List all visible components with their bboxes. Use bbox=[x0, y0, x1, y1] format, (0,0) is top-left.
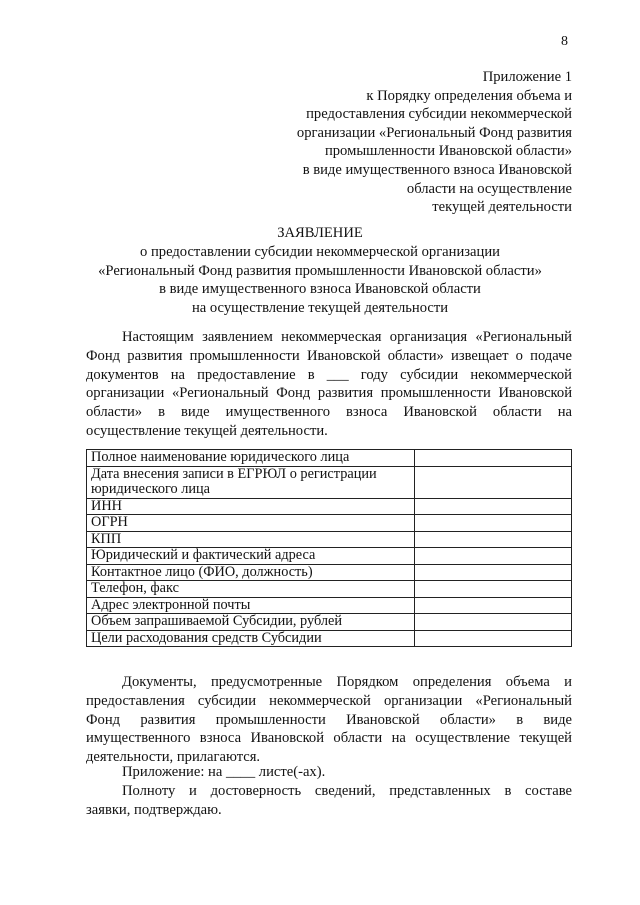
row-label: Дата внесения записи в ЕГРЮЛ о регистрации юридического лица bbox=[87, 466, 415, 498]
confirmation-line: заявки, подтверждаю. bbox=[86, 801, 222, 818]
documents-line: деятельности, прилагаются. bbox=[86, 749, 261, 766]
row-value-field[interactable] bbox=[414, 548, 571, 565]
appendix-line: в виде имущественного взноса Ивановской bbox=[302, 161, 572, 178]
row-label: Телефон, факс bbox=[87, 581, 415, 598]
document-title bbox=[68, 224, 572, 318]
title-line: на осуществление текущей деятельности bbox=[191, 300, 449, 317]
documents-line: имущественного взноса Ивановской области на осуществление текущей bbox=[86, 730, 572, 747]
row-label: ИНН bbox=[87, 498, 415, 515]
intro-paragraph bbox=[86, 328, 572, 441]
intro-line: организации «Региональный Фонд развития промышленности Ивановской bbox=[86, 385, 572, 402]
row-value-field[interactable] bbox=[414, 498, 571, 515]
table-row bbox=[87, 630, 572, 647]
row-label: КПП bbox=[87, 531, 415, 548]
page-number: 8 bbox=[561, 34, 568, 49]
table-row bbox=[87, 581, 572, 598]
row-value-field[interactable] bbox=[414, 614, 571, 631]
title-heading: ЗАЯВЛЕНИЕ bbox=[277, 225, 363, 241]
documents-line: предоставления субсидии некоммерческой организации «Региональный bbox=[86, 692, 572, 709]
title-line: в виде имущественного взноса Ивановской области bbox=[159, 281, 481, 298]
row-value-field[interactable] bbox=[414, 630, 571, 647]
row-label: Юридический и фактический адреса bbox=[87, 548, 415, 565]
table-row bbox=[87, 515, 572, 532]
row-label: Контактное лицо (ФИО, должность) bbox=[87, 564, 415, 581]
title-line: о предоставлении субсидии некоммерческой организации bbox=[140, 243, 500, 260]
intro-line: Фонд развития промышленности Ивановской области» извещает о подаче bbox=[86, 347, 572, 364]
table-row bbox=[87, 466, 572, 498]
title-line: «Региональный Фонд развития промышленности Ивановской области» bbox=[98, 262, 542, 279]
row-label: ОГРН bbox=[87, 515, 415, 532]
table-row bbox=[87, 498, 572, 515]
appendix-line: Приложение 1 bbox=[482, 69, 572, 85]
confirmation-line: Полноту и достоверность сведений, представленных в составе bbox=[122, 783, 572, 799]
row-label: Объем запрашиваемой Субсидии, рублей bbox=[87, 614, 415, 631]
row-label: Цели расходования средств Субсидии bbox=[87, 630, 415, 647]
table-row bbox=[87, 564, 572, 581]
documents-line: Документы, предусмотренные Порядком определения объема и bbox=[122, 674, 572, 690]
row-value-field[interactable] bbox=[414, 581, 571, 598]
appendix-line: области на осуществление bbox=[406, 180, 572, 197]
intro-line: Настоящим заявлением некоммерческая организация «Региональный bbox=[122, 329, 572, 345]
confirmation-paragraph bbox=[86, 782, 572, 820]
attachment-line: Приложение: на ____ листе(-ах). bbox=[122, 764, 326, 780]
table-row bbox=[87, 450, 572, 467]
organization-info-table bbox=[86, 449, 572, 647]
documents-line: Фонд развития промышленности Ивановской области» в виде bbox=[86, 711, 572, 728]
row-value-field[interactable] bbox=[414, 564, 571, 581]
appendix-header bbox=[272, 68, 572, 217]
row-value-field[interactable] bbox=[414, 450, 571, 467]
row-label: Адрес электронной почты bbox=[87, 597, 415, 614]
table-row bbox=[87, 614, 572, 631]
appendix-line: к Порядку определения объема и bbox=[366, 87, 572, 104]
appendix-line: текущей деятельности bbox=[432, 199, 572, 216]
intro-line: области» в виде имущественного взноса Ивановской области на bbox=[86, 404, 572, 421]
documents-paragraph bbox=[86, 673, 572, 767]
table-row bbox=[87, 548, 572, 565]
appendix-line: организации «Региональный Фонд развития bbox=[296, 124, 572, 141]
table-row bbox=[87, 531, 572, 548]
appendix-line: промышленности Ивановской области» bbox=[324, 143, 572, 160]
row-value-field[interactable] bbox=[414, 597, 571, 614]
row-label: Полное наименование юридического лица bbox=[87, 450, 415, 467]
intro-line: осуществление текущей деятельности. bbox=[86, 422, 328, 439]
row-value-field[interactable] bbox=[414, 515, 571, 532]
table-row bbox=[87, 597, 572, 614]
row-value-field[interactable] bbox=[414, 466, 571, 498]
intro-line: документов на предоставление в ___ году субсидии некоммерческой bbox=[86, 366, 572, 383]
row-value-field[interactable] bbox=[414, 531, 571, 548]
appendix-line: предоставления субсидии некоммерческой bbox=[306, 106, 572, 123]
